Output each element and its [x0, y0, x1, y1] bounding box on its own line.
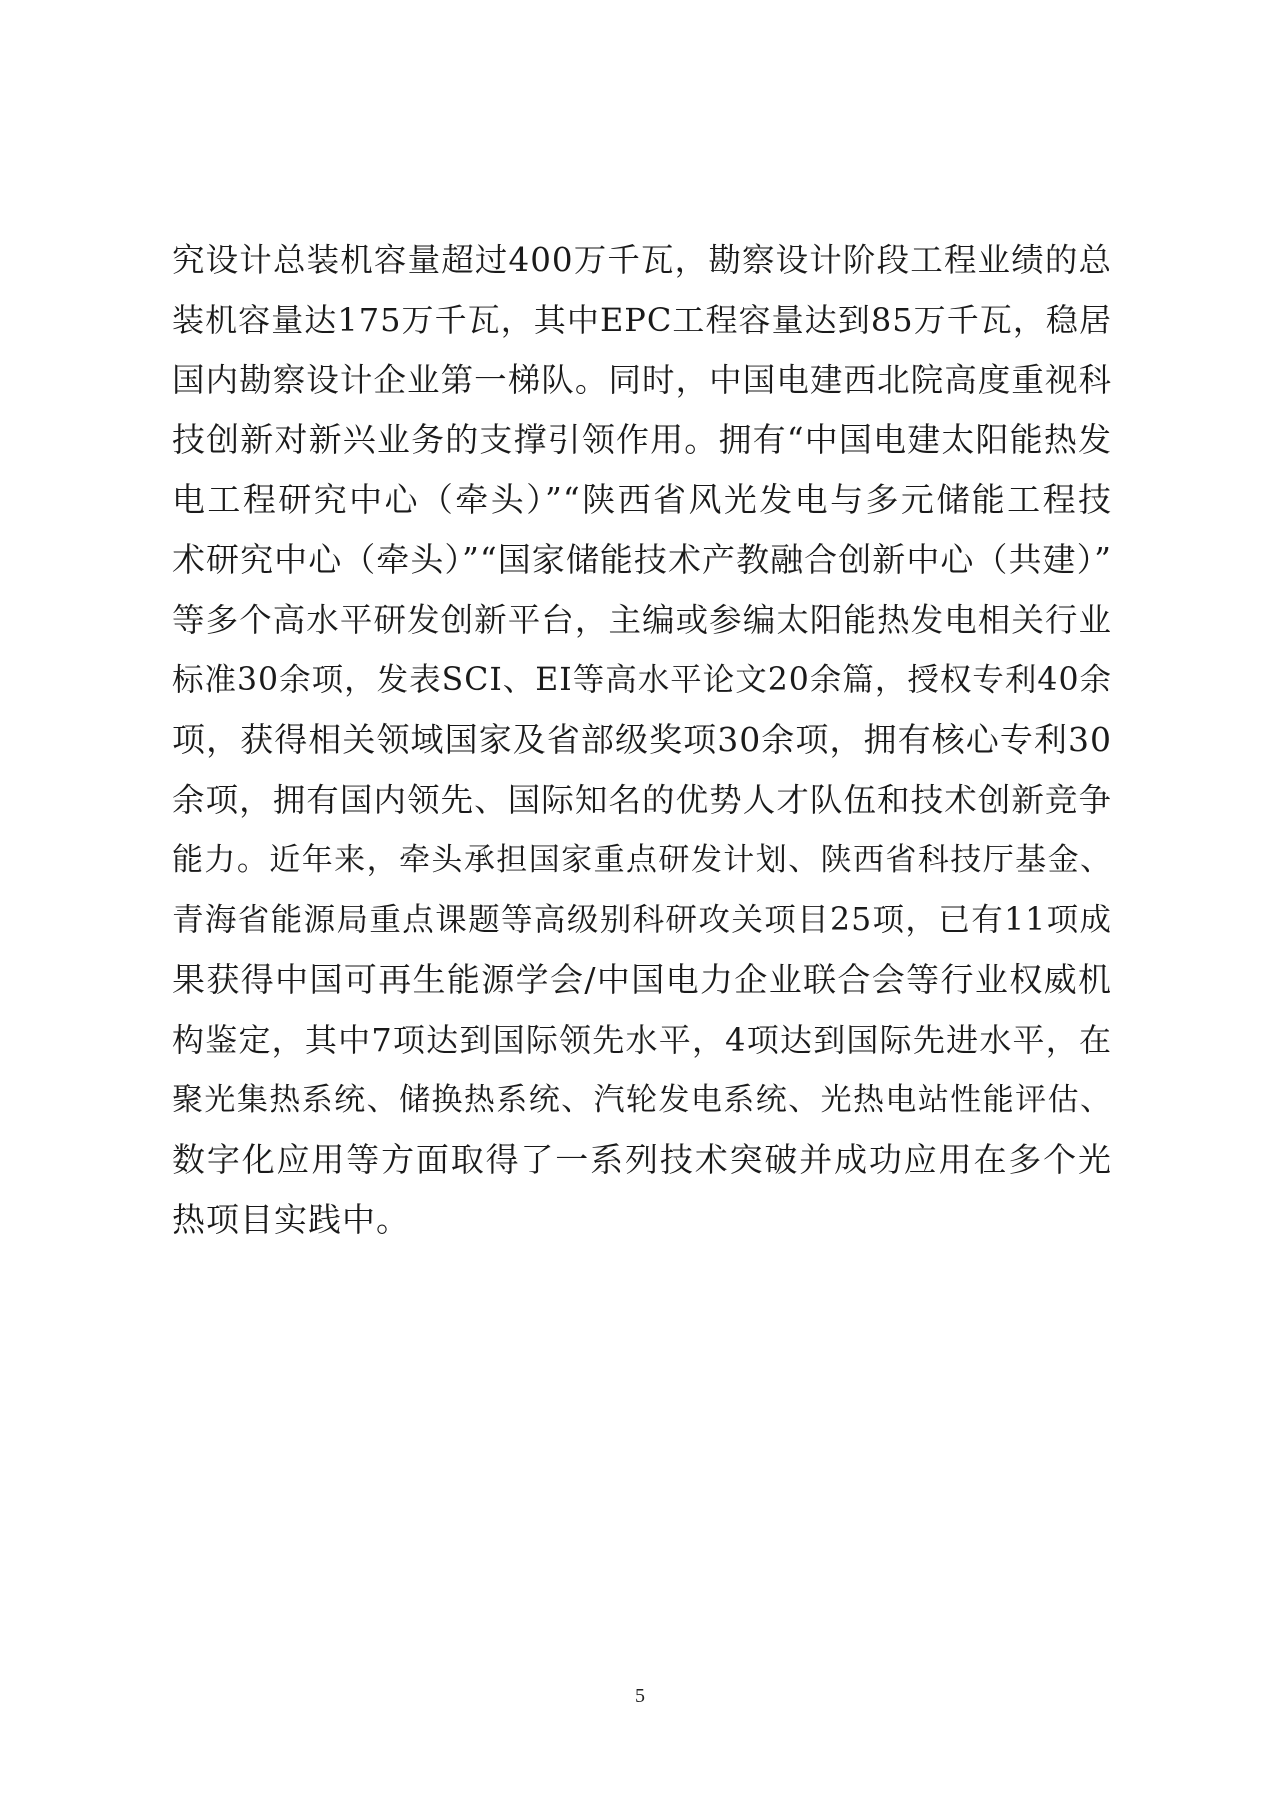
paragraph-line: 标准30余项，发表SCI、EI等高水平论文20余篇，授权专利40余 [172, 662, 1112, 698]
paragraph-line: 果获得中国可再生能源学会/中国电力企业联合会等行业权威机 [172, 960, 1112, 999]
page-number: 5 [635, 1685, 645, 1707]
paragraph-line: 术研究中心（牵头）”“国家储能技术产教融合创新中心（共建）” [172, 540, 1112, 579]
paragraph-line: 余项，拥有国内领先、国际知名的优势人才队伍和技术创新竞争 [172, 781, 1112, 819]
paragraph-line: 能力。近年来，牵头承担国家重点研发计划、陕西省科技厅基金、 [172, 842, 1112, 878]
paragraph-line: 青海省能源局重点课题等高级别科研攻关项目25项，已有11项成 [172, 902, 1112, 938]
paragraph-line: 装机容量达175万千瓦，其中EPC工程容量达到85万千瓦，稳居 [172, 301, 1112, 339]
paragraph-line: 项，获得相关领域国家及省部级奖项30余项，拥有核心专利30 [172, 720, 1112, 759]
paragraph-line: 聚光集热系统、储换热系统、汽轮发电系统、光热电站性能评估、 [172, 1082, 1112, 1118]
paragraph-line: 技创新对新兴业务的支撑引领作用。拥有“中国电建太阳能热发 [172, 420, 1112, 459]
paragraph-line: 构鉴定，其中7项达到国际领先水平，4项达到国际先进水平，在 [172, 1021, 1112, 1059]
paragraph-line: 国内勘察设计企业第一梯队。同时，中国电建西北院高度重视科 [172, 361, 1112, 399]
body-paragraph [172, 230, 1112, 1250]
paragraph-line: 电工程研究中心（牵头）”“陕西省风光发电与多元储能工程技 [172, 480, 1112, 519]
paragraph-line: 究设计总装机容量超过400万千瓦，勘察设计阶段工程业绩的总 [172, 241, 1112, 279]
paragraph-line: 热项目实践中。 [172, 1200, 410, 1239]
paragraph-line: 数字化应用等方面取得了一系列技术突破并成功应用在多个光 [172, 1140, 1112, 1179]
paragraph-line: 等多个高水平研发创新平台，主编或参编太阳能热发电相关行业 [172, 601, 1112, 639]
